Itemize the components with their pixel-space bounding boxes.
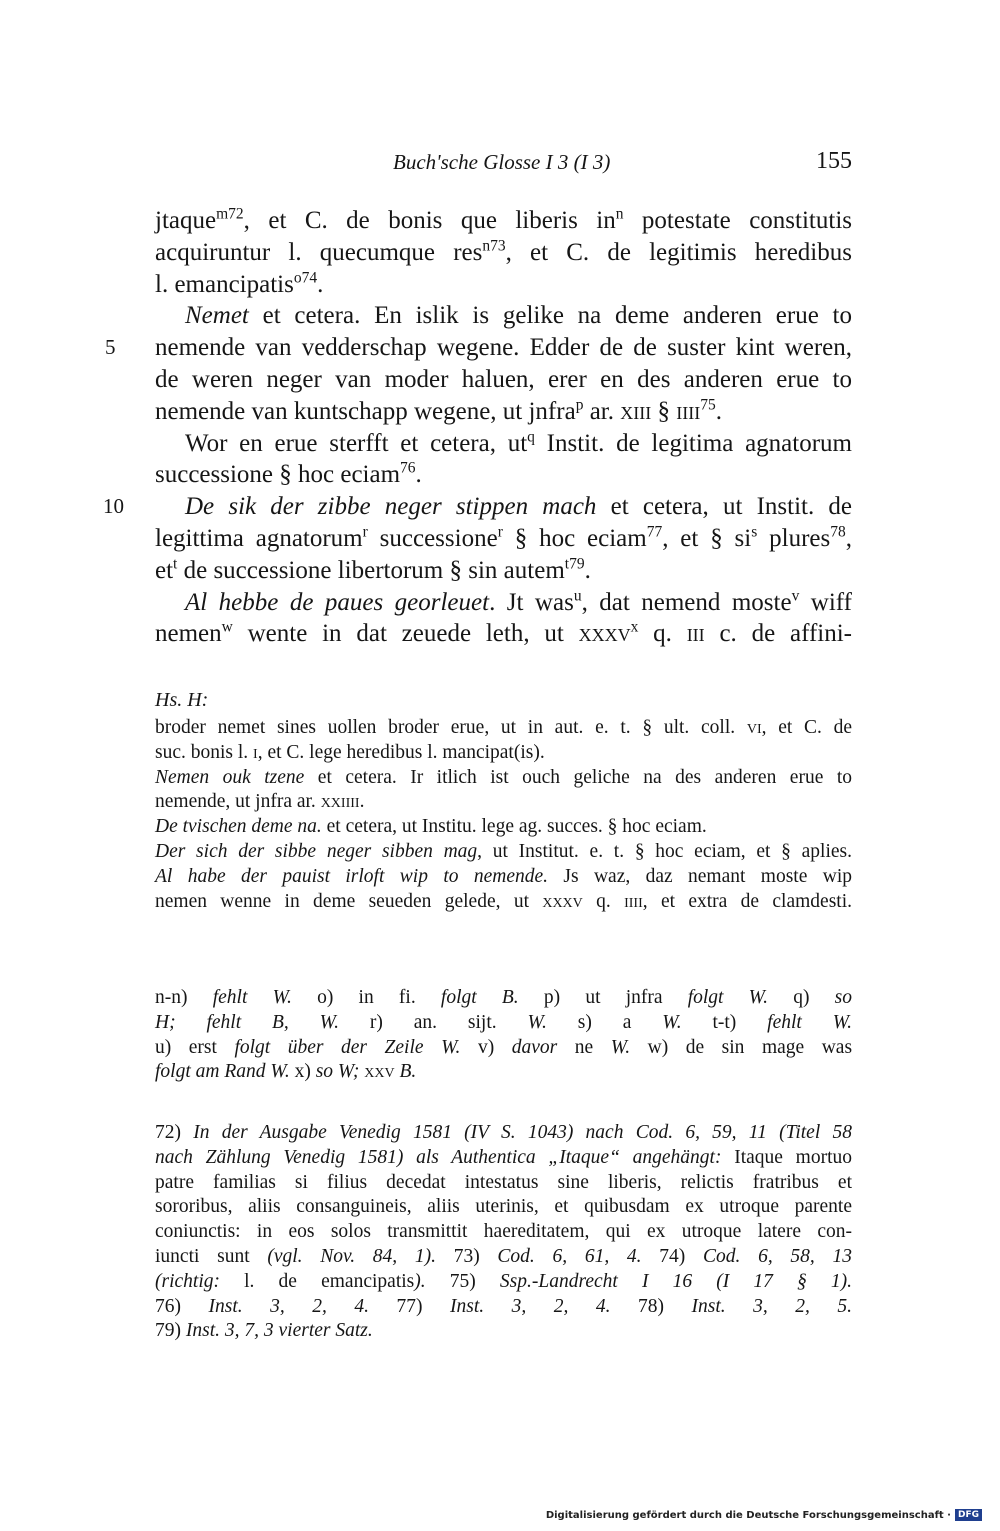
text-line: de weren neger van moder haluen, erer en des anderen erue to xyxy=(155,365,852,393)
footnote-line: patre familias si filius decedat intestatus sine liberis, relictis fratribus et xyxy=(155,1171,852,1193)
credit-text: Digitalisierung gefördert durch die Deutsche Forschungsgemeinschaft · xyxy=(545,1509,951,1521)
footnote-line: (richtig: l. de emancipatis). 75) Ssp.-Landrecht I 16 (I 17 § 1). xyxy=(155,1270,853,1292)
text-line: 10 De sik der zibbe neger stippen mach et cetera, ut Instit. de xyxy=(155,491,852,523)
footnote-line: 72) In der Ausgabe Venedig 1581 (IV S. 1043) nach Cod. 6, 59, 11 (Titel 58 xyxy=(155,1122,852,1143)
text-line: 5 nemende van vedderschap wegene. Edder de de suster kint weren, xyxy=(155,332,852,364)
variant-apparatus xyxy=(155,986,852,1085)
text-line: legittima agnatorum$^r$ successione$^r$ § hoc eciam$^{77}$, et § $si^s$ plures$^{78}$, xyxy=(155,523,852,552)
footnote-line: nach Zählung Venedig 1581) als Authentica „Itaque“ angehängt: Itaque mortuo xyxy=(155,1146,853,1168)
footnote-line: iuncti sunt (vgl. Nov. 84, 1). 73) Cod. 6, 61, 4. 74) Cod. 6, 58, 13 xyxy=(155,1245,852,1267)
running-title: Buch'sche Glosse I 3 (I 3) xyxy=(393,150,611,174)
text-line: Nemen ouk tzene et cetera. Ir itlich ist ouch geliche na des anderen erue to xyxy=(155,766,852,788)
text-line: acquiruntur l. quecumque res$^{n73}$, et C. de legitimis heredibus xyxy=(155,237,852,266)
text-line: Nemet et cetera. En islik is gelike na deme anderen erue to xyxy=(185,302,852,330)
text-line: Der sich der sibbe neger sibben mag, ut Institut. e. t. § hoc eciam, et § aplies. xyxy=(155,840,852,862)
text-line: suc. bonis l. i, et C. lege heredibus l. mancipat(is). xyxy=(155,741,545,763)
text-line: Al hebbe de paues georleuet. Jt was$^u$, dat nemend moste$^v$ wiff xyxy=(185,587,853,616)
text-line: l. emancipatis$^{o74}$. xyxy=(155,269,324,298)
digitization-credit xyxy=(546,1509,982,1521)
footnote-line: 79) Inst. 3, 7, 3 vierter Satz. xyxy=(155,1320,373,1342)
text-line: De tvischen deme na. et cetera, ut Institu. lege ag. succes. § hoc eciam. xyxy=(155,816,707,838)
text-line: nemende, ut jnfra ar. xxiiii. xyxy=(155,791,365,813)
text-line: nemende van kuntschapp wegene, ut jnfra$^p$ ar. xiii § iiii$^{75}$. xyxy=(155,396,722,425)
variant-line: n-n) fehlt W. o) in fi. folgt B. p) ut jnfra folgt W. q) so xyxy=(155,987,852,1008)
variant-line: u) erst folgt über der Zeile W. v) davor ne W. w) de sin mage was xyxy=(155,1036,853,1058)
footnotes xyxy=(155,1121,852,1344)
main-text xyxy=(103,205,853,650)
text-line: broder nemet sines uollen broder erue, ut in aut. e. t. § ult. coll. vi, et C. de xyxy=(155,717,853,738)
footnote-line: coniunctis: in eos solos transmittit haereditatem, qui ex utroque latere con- xyxy=(155,1221,852,1243)
variant-line: H; fehlt B, W. r) an. sijt. W. s) a W. t-t) fehlt W. xyxy=(155,1011,853,1033)
text-line: Wor en erue sterfft et cetera, $ut^q$ Instit. de legitima agnatorum xyxy=(185,428,852,457)
text-line: nemen$^w$ wente in dat zeuede leth, ut xxxv$^x$ q. iii c. de affini- xyxy=(155,619,852,648)
text-line: nemen wenne in deme seueden gelede, ut xxxv q. iiii, et extra de clamdesti. xyxy=(155,890,852,912)
dfg-logo: DFG xyxy=(955,1509,982,1521)
manuscript-heading: Hs. H: xyxy=(155,689,209,711)
text-line: jtaque$^{m72}$, et C. de bonis que liberis $in^n$ potestate constitutis xyxy=(155,205,852,234)
line-number: 5 xyxy=(105,335,116,360)
line-number: 10 xyxy=(103,494,124,519)
variant-line: folgt am Rand W. x) so W; xxv B. xyxy=(155,1061,417,1083)
manuscript-h-text xyxy=(155,688,852,914)
footnote-line: sororibus, aliis consanguineis, aliis uterinis, et quibusdam ex utroque parente xyxy=(155,1196,852,1218)
page-number: 155 xyxy=(816,148,852,174)
text-line: Al habe der pauist irloft wip to nemende. Js waz, daz nemant moste wip xyxy=(155,865,852,887)
text-line: $et^t$ de successione libertorum § sin autem$^{t79}$. xyxy=(155,555,591,584)
running-head xyxy=(155,146,852,186)
text-line: successione § hoc eciam$^{76}$. xyxy=(155,460,422,489)
footnote-line: 76) Inst. 3, 2, 4. 77) Inst. 3, 2, 4. 78) Inst. 3, 2, 5. xyxy=(155,1295,852,1317)
